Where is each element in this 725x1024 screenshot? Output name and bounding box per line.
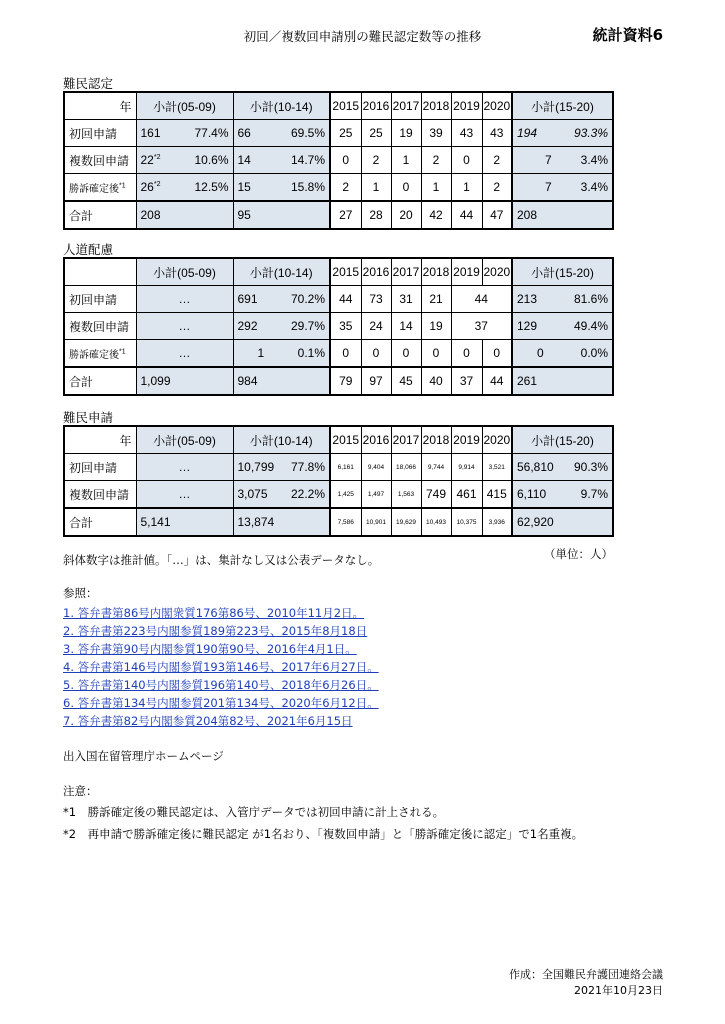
cell-year: 1,497 (361, 481, 391, 509)
header-subtotal-05-09: 小計(05-09) (136, 258, 233, 286)
table-total-row (64, 367, 613, 395)
cell-year: 37 (451, 367, 482, 395)
section-title-applications: 難民申請 (63, 410, 114, 425)
table-row (64, 147, 613, 174)
cell-year: 25 (361, 120, 391, 147)
cell-year: 14 (391, 313, 421, 340)
cell-no-data: … (136, 313, 233, 340)
header-year-2015: 2015 (330, 258, 361, 286)
cell-value: 0 (537, 346, 544, 360)
cell-year: 9,744 (421, 454, 451, 481)
row-label: 合計 (64, 508, 136, 536)
table-row (64, 340, 613, 368)
cell-percent: 49.4% (573, 319, 608, 333)
header-year-2020: 2020 (482, 92, 512, 120)
header-year-2015: 2015 (330, 426, 361, 454)
notes-title: 注意： (63, 784, 98, 798)
humanitarian-table (63, 257, 614, 396)
cell-year: 44 (330, 286, 361, 313)
table-row (64, 174, 613, 202)
cell-value: 1 (257, 346, 265, 360)
header-subtotal-15-20: 小計(15-20) (512, 258, 613, 286)
row-label: 合計 (64, 367, 136, 395)
cell-value: 26 (140, 180, 154, 194)
cell-value: 161 (140, 126, 161, 140)
cell-percent: 14.7% (290, 153, 325, 167)
cell-year: 461 (451, 481, 482, 509)
reference-link-3[interactable]: 3. 答弁書第90号内閣参質190第90号、2016年4月1日。 (63, 642, 357, 656)
cell-year: 1 (451, 174, 482, 202)
cell-percent: 15.8% (290, 180, 325, 194)
cell-percent: 3.4% (580, 180, 608, 194)
cell-year: 42 (421, 201, 451, 229)
cell-value: 3,075 (237, 487, 268, 501)
row-label: 合計 (64, 201, 136, 229)
cell-percent: 0.1% (297, 346, 325, 360)
cell-year: 19 (391, 120, 421, 147)
cell-year: 2 (421, 147, 451, 174)
cell-year: 1 (361, 174, 391, 202)
cell-year: 20 (391, 201, 421, 229)
cell-value: 691 (237, 292, 258, 306)
cell-total: 1,099 (136, 367, 233, 395)
cell-total: 5,141 (136, 508, 233, 536)
cell-percent: 0.0% (580, 346, 608, 360)
header-subtotal-10-14: 小計(10-14) (233, 426, 330, 454)
cell-year: 2 (482, 174, 512, 202)
cell-percent: 3.4% (580, 153, 608, 167)
header-year-2016: 2016 (361, 92, 391, 120)
header-year (64, 258, 136, 286)
cell-year: 28 (361, 201, 391, 229)
row-label: 勝訴確定後 (69, 183, 119, 195)
cell-year: 7,586 (330, 508, 361, 536)
note-1: *1 勝訴確定後の難民認定は、入管庁データでは初回申請に計上される。 (63, 805, 445, 819)
reference-link-5[interactable]: 5. 答弁書第140号内閣参質196第140号、2018年6月26日。 (63, 678, 379, 692)
cell-year-merged: 37 (451, 313, 512, 340)
reference-link-4[interactable]: 4. 答弁書第146号内閣参質193第146号、2017年6月27日。 (63, 660, 379, 674)
cell-percent: 22.2% (290, 487, 325, 501)
header-year-2019: 2019 (451, 426, 482, 454)
header-year-2019: 2019 (451, 92, 482, 120)
header-year-2017: 2017 (391, 258, 421, 286)
cell-year: 79 (330, 367, 361, 395)
cell-year: 39 (421, 120, 451, 147)
header-year-2017: 2017 (391, 426, 421, 454)
cell-year: 415 (482, 481, 512, 509)
cell-value: 10,799 (237, 460, 275, 474)
header-year-2015: 2015 (330, 92, 361, 120)
table-total-row (64, 508, 613, 536)
header-year-2020: 2020 (482, 258, 512, 286)
header-year-2018: 2018 (421, 92, 451, 120)
note-2: *2 再申請で勝訴確定後に難民認定 が1名おり、「複数回申請」と「勝訴確定後に認定」で1名重複。 (63, 827, 584, 841)
row-label: 複数回申請 (64, 481, 136, 509)
cell-year: 6,161 (330, 454, 361, 481)
footnote-mark: *1 (119, 182, 126, 190)
table-total-row (64, 201, 613, 229)
cell-percent: 10.6% (194, 153, 229, 167)
cell-percent: 81.6% (573, 292, 608, 306)
row-label: 複数回申請 (64, 147, 136, 174)
recognition-table (63, 91, 614, 230)
cell-percent-estimated: 93.3% (573, 126, 608, 140)
header-year-2016: 2016 (361, 426, 391, 454)
cell-value: 22 (140, 153, 154, 167)
cell-year: 1,563 (391, 481, 421, 509)
cell-year: 0 (421, 340, 451, 368)
reference-link-2[interactable]: 2. 答弁書第223号内閣参質189第223号、2015年8月18日 (63, 624, 368, 638)
cell-value: 213 (517, 292, 538, 306)
cell-value: 66 (237, 126, 251, 140)
cell-percent: 77.8% (290, 460, 325, 474)
cell-value: 7 (545, 180, 552, 194)
cell-year: 44 (482, 367, 512, 395)
cell-year-merged: 44 (451, 286, 512, 313)
row-label: 初回申請 (64, 120, 136, 147)
cell-year: 1,425 (330, 481, 361, 509)
footnote-mark: *2 (153, 154, 161, 161)
table-row (64, 120, 613, 147)
cell-total: 984 (233, 367, 330, 395)
header-subtotal-05-09: 小計(05-09) (136, 426, 233, 454)
header-year-2019: 2019 (451, 258, 482, 286)
cell-no-data: … (136, 340, 233, 368)
cell-year: 10,375 (451, 508, 482, 536)
cell-year: 19 (421, 313, 451, 340)
cell-year: 35 (330, 313, 361, 340)
header-year-2018: 2018 (421, 258, 451, 286)
references-title: 参照： (63, 586, 98, 600)
cell-year: 43 (482, 120, 512, 147)
cell-year: 9,404 (361, 454, 391, 481)
cell-year: 10,493 (421, 508, 451, 536)
footnote-mark: *2 (153, 181, 161, 188)
reference-link-1[interactable]: 1. 答弁書第86号内閣衆質176第86号、2010年11月2日。 (63, 606, 365, 620)
reference-link-7[interactable]: 7. 答弁書第82号内閣参質204第82号、2021年6月15日 (63, 714, 353, 728)
cell-year: 9,914 (451, 454, 482, 481)
cell-no-data: … (136, 454, 233, 481)
italic-note: 斜体数字は推計値。「…」は、集計なし又は公表データなし。 (63, 553, 380, 567)
cell-year: 19,629 (391, 508, 421, 536)
header-year: 年 (64, 92, 136, 120)
cell-total: 13,874 (233, 508, 330, 536)
cell-year: 1 (421, 174, 451, 202)
cell-year: 3,521 (482, 454, 512, 481)
header-subtotal-05-09: 小計(05-09) (136, 92, 233, 120)
cell-value: 129 (517, 319, 538, 333)
cell-year: 44 (451, 201, 482, 229)
page-title: 初回／複数回申請別の難民認定数等の推移 (243, 29, 482, 44)
cell-value: 292 (237, 319, 258, 333)
table-row (64, 313, 613, 340)
cell-no-data: … (136, 481, 233, 509)
cell-year: 45 (391, 367, 421, 395)
row-label: 複数回申請 (64, 313, 136, 340)
cell-value: 6,110 (517, 487, 547, 501)
cell-year: 2 (330, 174, 361, 202)
table-header-row (64, 426, 613, 454)
cell-year: 0 (451, 147, 482, 174)
table-row (64, 286, 613, 313)
table-row (64, 481, 613, 509)
cell-percent: 69.5% (290, 126, 325, 140)
section-title-recognition: 難民認定 (63, 76, 114, 91)
cell-year: 43 (451, 120, 482, 147)
cell-percent: 70.2% (290, 292, 325, 306)
reference-link-6[interactable]: 6. 答弁書第134号内閣参質201第134号、2020年6月12日。 (63, 696, 379, 710)
cell-year: 0 (451, 340, 482, 368)
cell-percent: 12.5% (194, 180, 229, 194)
cell-percent: 29.7% (290, 319, 325, 333)
header-year-2017: 2017 (391, 92, 421, 120)
reference-plain: 出入国在留管理庁ホームページ (63, 749, 224, 763)
header-year-2018: 2018 (421, 426, 451, 454)
header-year-2020: 2020 (482, 426, 512, 454)
cell-no-data: … (136, 286, 233, 313)
table-header-row (64, 258, 613, 286)
cell-value: 7 (545, 153, 552, 167)
section-title-humanitarian: 人道配慮 (63, 242, 114, 257)
footer-date: 2021年10月23日 (574, 984, 663, 997)
header-subtotal-15-20: 小計(15-20) (512, 92, 613, 120)
cell-year: 0 (330, 340, 361, 368)
footnote-mark: *1 (119, 348, 126, 356)
cell-year: 73 (361, 286, 391, 313)
cell-year: 0 (482, 340, 512, 368)
header-subtotal-15-20: 小計(15-20) (512, 426, 613, 454)
cell-total: 62,920 (512, 508, 613, 536)
cell-year: 3,936 (482, 508, 512, 536)
cell-year: 0 (391, 174, 421, 202)
cell-percent: 77.4% (194, 126, 229, 140)
document-label: 統計資料6 (592, 26, 663, 44)
cell-total: 261 (512, 367, 613, 395)
cell-total: 208 (136, 201, 233, 229)
cell-year: 0 (330, 147, 361, 174)
cell-year: 18,066 (391, 454, 421, 481)
references-list (63, 604, 379, 730)
cell-year: 47 (482, 201, 512, 229)
cell-year: 25 (330, 120, 361, 147)
cell-year: 21 (421, 286, 451, 313)
row-label: 勝訴確定後 (69, 349, 119, 361)
footer-author: 作成：全国難民弁護団連絡会議 (509, 968, 663, 981)
cell-value: 14 (237, 153, 251, 167)
cell-value-estimated: 194 (517, 126, 538, 140)
table-header-row (64, 92, 613, 120)
cell-year: 27 (330, 201, 361, 229)
cell-percent: 90.3% (573, 460, 608, 474)
cell-year: 1 (391, 147, 421, 174)
cell-total: 95 (233, 201, 330, 229)
cell-year: 749 (421, 481, 451, 509)
cell-year: 31 (391, 286, 421, 313)
unit-label: （単位：人） (544, 547, 613, 561)
applications-table (63, 425, 614, 537)
cell-value: 56,810 (517, 460, 554, 474)
header-year: 年 (64, 426, 136, 454)
cell-year: 0 (391, 340, 421, 368)
cell-year: 10,901 (361, 508, 391, 536)
header-subtotal-10-14: 小計(10-14) (233, 92, 330, 120)
cell-year: 97 (361, 367, 391, 395)
cell-value: 15 (237, 180, 251, 194)
cell-year: 24 (361, 313, 391, 340)
header-subtotal-10-14: 小計(10-14) (233, 258, 330, 286)
row-label: 初回申請 (64, 286, 136, 313)
cell-year: 0 (361, 340, 391, 368)
header-year-2016: 2016 (361, 258, 391, 286)
cell-year: 40 (421, 367, 451, 395)
cell-year: 2 (361, 147, 391, 174)
table-row (64, 454, 613, 481)
cell-year: 2 (482, 147, 512, 174)
row-label: 初回申請 (64, 454, 136, 481)
cell-total: 208 (512, 201, 613, 229)
cell-percent: 9.7% (580, 487, 608, 501)
